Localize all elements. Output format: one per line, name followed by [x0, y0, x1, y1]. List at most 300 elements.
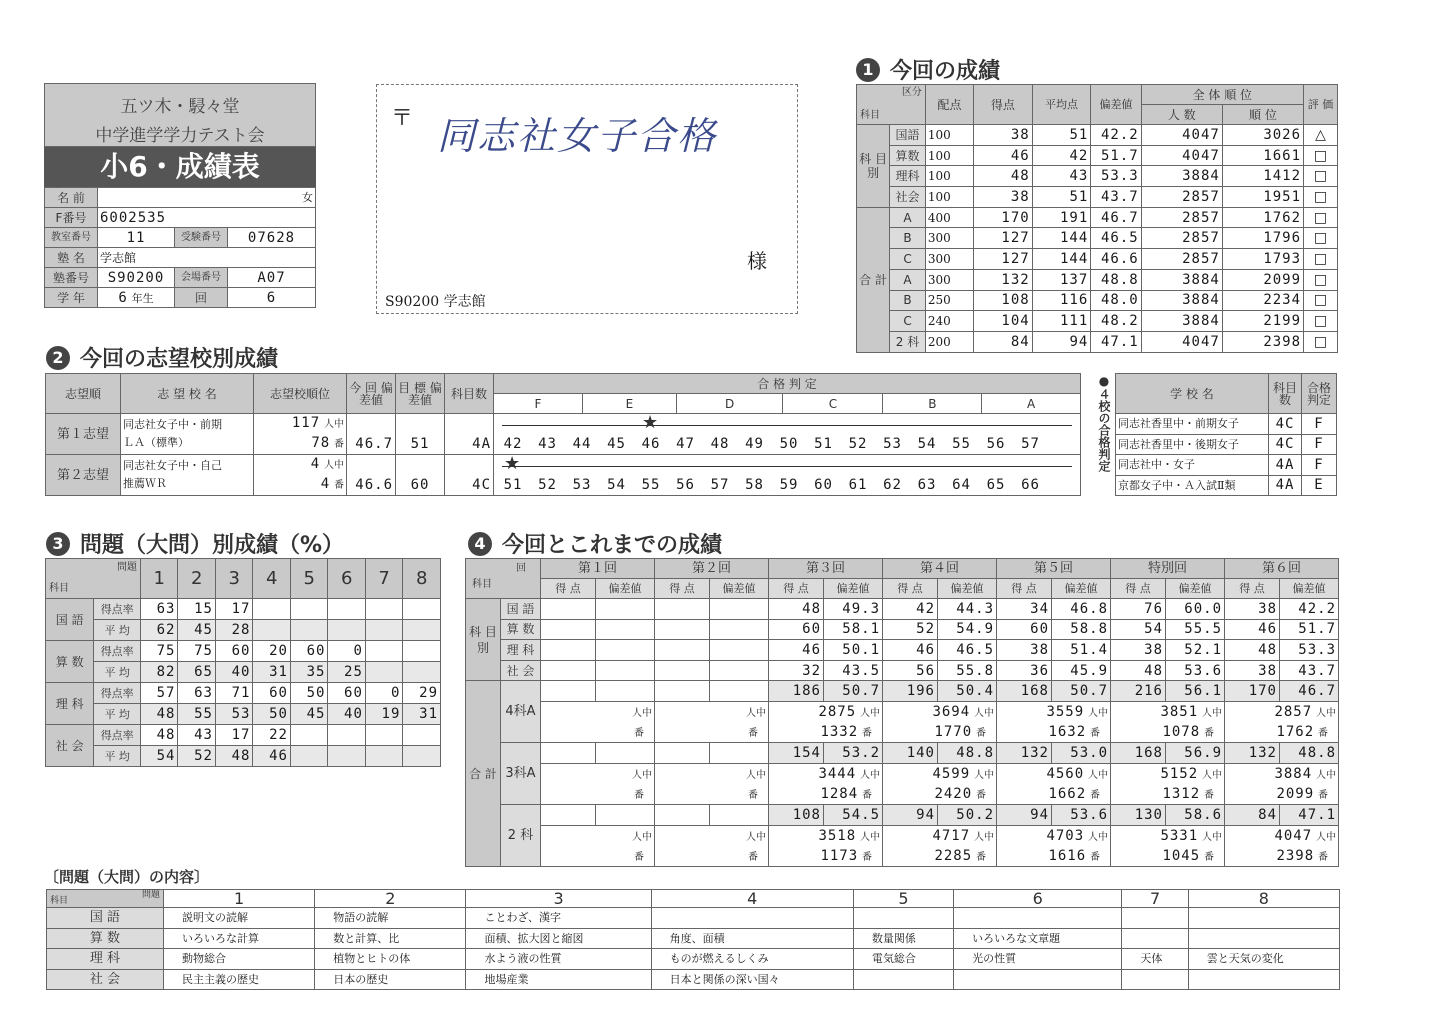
avg-value — [403, 662, 441, 683]
content-item: 数と計算、比 — [315, 928, 466, 949]
score-value — [541, 660, 596, 681]
tokuten-label: 得 点 — [769, 579, 824, 599]
hensa-value: 54.9 — [938, 619, 997, 640]
juni-value: 1762 — [1222, 207, 1303, 228]
juni-unit: 番 — [748, 789, 758, 801]
choice-hensa: 46.6 — [347, 455, 396, 496]
total-hensa: 58.6 — [1166, 804, 1225, 825]
content-item: いろいろな計算 — [164, 928, 315, 949]
scale-value: 62 — [883, 477, 902, 493]
avg-value — [290, 620, 327, 641]
scale-value: 58 — [745, 477, 764, 493]
avg-value — [365, 620, 402, 641]
ninzu-unit: 人中 — [1202, 769, 1222, 781]
heikin-value: 43 — [1032, 166, 1091, 187]
hensa-value: 50.1 — [824, 640, 883, 661]
score-value — [541, 640, 596, 661]
hyoka-mark: □ — [1304, 145, 1338, 166]
round-5: 第５回 — [997, 559, 1111, 579]
total-score: 84 — [1225, 804, 1280, 825]
grade-A: A — [982, 394, 1081, 414]
ninzu-value: 3884 — [1141, 269, 1222, 290]
content-item — [1188, 928, 1339, 949]
history-total-score-row — [466, 681, 1339, 702]
content-item — [1122, 969, 1188, 990]
ninzu-value: 5331 — [1160, 827, 1199, 844]
ninzu-value: 4047 — [1274, 827, 1313, 844]
hensa-value: 46.8 — [1052, 599, 1111, 620]
juku-no: S90200 — [98, 268, 175, 288]
hyoka-mark: △ — [1304, 125, 1338, 146]
total-hensa: 48.8 — [1280, 743, 1339, 764]
result-row — [857, 290, 1338, 311]
content-item: 天体 — [1122, 949, 1188, 970]
group-goukei: 合 計 — [857, 207, 890, 352]
hensa-value — [596, 660, 655, 681]
haiten-value: 100 — [925, 166, 973, 187]
col-2: 2 — [315, 890, 466, 908]
current-hensa-header: 今 回 偏差値 — [347, 374, 396, 414]
total-hensa — [596, 743, 655, 764]
org-box — [44, 83, 316, 147]
scale-value: 45 — [607, 436, 626, 452]
avg-label: 平 均 — [94, 704, 141, 725]
rate-label: 得点率 — [94, 725, 141, 746]
rate-label: 得点率 — [94, 599, 141, 620]
col-4: 4 — [253, 559, 290, 599]
total-score: 168 — [997, 681, 1052, 702]
s3-corner-header — [46, 559, 141, 599]
content-item: いろいろな文章題 — [954, 928, 1122, 949]
scale-value: 53 — [883, 436, 902, 452]
juni-value: 1770 — [934, 724, 973, 741]
score-value: 60 — [997, 619, 1052, 640]
ninzu-value: 4703 — [1046, 827, 1085, 844]
scale-value: 44 — [572, 436, 592, 452]
four-school-name: 同志社香里中・後期女子 — [1116, 434, 1269, 455]
round-value: 6 — [228, 288, 316, 308]
section3-title-text: 問題（大問）別成績（%） — [80, 533, 345, 558]
content-item: 物語の読解 — [315, 908, 466, 929]
juni-value: 1312 — [1162, 785, 1201, 802]
section1-title — [856, 54, 1000, 85]
total-score: 130 — [1111, 804, 1166, 825]
col-3: 3 — [466, 890, 651, 908]
hyoka-mark: □ — [1304, 269, 1338, 290]
question-content-table — [46, 889, 1340, 990]
ninzu-cell — [769, 763, 883, 784]
grade-C: C — [783, 394, 883, 414]
history-juni-row — [466, 722, 1339, 743]
ninzu-value: 3518 — [818, 827, 857, 844]
col-7: 7 — [365, 559, 402, 599]
total-hensa: 50.2 — [938, 804, 997, 825]
tokuten-value: 127 — [974, 228, 1033, 249]
hensa-value: 47.1 — [1091, 331, 1141, 352]
choice-rank — [254, 414, 347, 455]
four-school-row — [1116, 414, 1337, 435]
juni-unit: 番 — [1090, 851, 1100, 863]
score-value: 46 — [883, 640, 938, 661]
section4-number: 4 — [468, 532, 492, 556]
total-score: 132 — [997, 743, 1052, 764]
avg-value: 31 — [253, 662, 290, 683]
total-hensa — [710, 681, 769, 702]
choice-rank — [254, 455, 347, 496]
total-hensa: 50.7 — [824, 681, 883, 702]
total-score: 108 — [769, 804, 824, 825]
rate-value — [328, 599, 365, 620]
juni-cell — [997, 722, 1111, 743]
tokuten-value: 127 — [974, 249, 1033, 270]
total-score: 216 — [1111, 681, 1166, 702]
hyoka-mark: □ — [1304, 331, 1338, 352]
avg-value: 65 — [178, 662, 215, 683]
avg-value: 35 — [290, 662, 327, 683]
haiten-value: 100 — [925, 187, 973, 208]
juni-cell — [769, 722, 883, 743]
score-value: 38 — [1225, 599, 1280, 620]
avg-value: 48 — [215, 746, 252, 767]
tokuten-value: 132 — [974, 269, 1033, 290]
hensa-value: 53.3 — [1091, 166, 1141, 187]
hensa-value: 45.9 — [1052, 660, 1111, 681]
tokuten-label: 得 点 — [997, 579, 1052, 599]
juni-cell — [883, 722, 997, 743]
school-name-1: 同志社女子中・自己 — [123, 459, 222, 472]
rate-value — [365, 641, 402, 662]
ninzu-unit: 人中 — [632, 831, 652, 843]
ninzu-unit: 人中 — [1088, 831, 1108, 843]
ninzu-cell — [883, 763, 997, 784]
rate-value: 43 — [178, 725, 215, 746]
four-school-row — [1116, 434, 1337, 455]
juni-unit: 番 — [634, 851, 644, 863]
round-1: 第１回 — [541, 559, 655, 579]
section1-title-text: 今回の成績 — [890, 59, 1001, 84]
tokuten-label: 得 点 — [541, 579, 596, 599]
four-school-judge: F — [1302, 434, 1337, 455]
rank-total: 117 — [291, 415, 321, 431]
s3-kamoku-label: 科目 — [49, 583, 69, 594]
question-rate-row — [46, 641, 441, 662]
sub-label: A — [890, 269, 926, 290]
juni-unit: 番 — [862, 728, 872, 740]
scale-value: 64 — [952, 477, 971, 493]
scale-value: 57 — [710, 477, 730, 493]
juni-value: 1616 — [1048, 847, 1087, 864]
score-value: 52 — [883, 619, 938, 640]
target-hensa-header: 目 標 偏差値 — [396, 374, 445, 414]
scale-value: 49 — [745, 436, 764, 452]
ninzu-value: 4717 — [932, 827, 971, 844]
tokuten-header: 得点 — [974, 85, 1033, 125]
score-value — [655, 599, 710, 620]
total-hensa: 53.6 — [1052, 804, 1111, 825]
history-juni-row — [466, 846, 1339, 867]
rate-value — [290, 599, 327, 620]
rate-value: 57 — [141, 683, 178, 704]
juni-cell — [1111, 784, 1225, 805]
rate-value: 60 — [290, 641, 327, 662]
avg-value: 53 — [215, 704, 252, 725]
hensa-value: 42.2 — [1091, 125, 1141, 146]
ninzu-unit: 人中 — [1088, 708, 1108, 720]
history-total-score-row — [466, 743, 1339, 764]
hensa-value: 52.1 — [1166, 640, 1225, 661]
juni-unit: 番 — [976, 728, 986, 740]
tokuten-label: 得 点 — [1111, 579, 1166, 599]
section2-title-text: 今回の志望校別成績 — [80, 347, 279, 372]
total-label: 2 科 — [501, 804, 541, 866]
ninzu-value: 2857 — [1141, 249, 1222, 270]
total-score — [655, 743, 710, 764]
content-item: ものが燃えるしくみ — [651, 949, 853, 970]
score-value — [655, 660, 710, 681]
score-value — [655, 619, 710, 640]
total-hensa — [710, 743, 769, 764]
scale-value: 51 — [814, 436, 833, 452]
question-rate-row — [46, 683, 441, 704]
juni-unit: 番 — [634, 789, 644, 801]
hensa-value: 46.5 — [938, 640, 997, 661]
juni-value: 1661 — [1222, 145, 1303, 166]
group-kamoku: 科 目 別 — [857, 125, 890, 208]
four-school-name: 京都女子中・Ａ入試Ⅱ類 — [1116, 475, 1269, 496]
rank-place-unit: 番 — [334, 480, 344, 491]
round-2: 第２回 — [655, 559, 769, 579]
rate-value: 50 — [290, 683, 327, 704]
section4-title — [468, 528, 722, 559]
hyoka-mark: □ — [1304, 207, 1338, 228]
total-score: 186 — [769, 681, 824, 702]
choice-order: 第２志望 — [46, 455, 121, 496]
result-row — [857, 207, 1338, 228]
juni-unit: 番 — [1318, 851, 1328, 863]
total-score: 168 — [1111, 743, 1166, 764]
hensa-value — [710, 599, 769, 620]
hensa-value: 48.8 — [1091, 269, 1141, 290]
scale-value: 61 — [848, 477, 868, 493]
content-item — [954, 969, 1122, 990]
rate-value: 75 — [178, 641, 215, 662]
f-no-label: F番号 — [45, 208, 98, 228]
heikin-value: 42 — [1032, 145, 1091, 166]
round-label: 回 — [175, 288, 228, 308]
ninzu-cell — [1111, 763, 1225, 784]
ninzu-value: 4047 — [1141, 125, 1222, 146]
choice-row — [46, 455, 1081, 496]
rate-value: 63 — [141, 599, 178, 620]
s4-corner-header — [466, 559, 541, 599]
juni-cell — [655, 722, 769, 743]
rate-value: 60 — [328, 683, 365, 704]
room-no: 11 — [98, 228, 175, 248]
result-row — [857, 311, 1338, 332]
heikin-value: 191 — [1032, 207, 1091, 228]
tokuten-label: 得 点 — [883, 579, 938, 599]
total-hensa: 46.7 — [1280, 681, 1339, 702]
total-score: 132 — [1225, 743, 1280, 764]
tokuten-value: 108 — [974, 290, 1033, 311]
four-school-judge-header: 合格判定 — [1302, 374, 1337, 414]
four-school-subjects: 4A — [1269, 475, 1302, 496]
hensa-value: 46.6 — [1091, 249, 1141, 270]
subject-name: 社 会 — [501, 660, 541, 681]
ninzu-value: 2857 — [1141, 187, 1222, 208]
juni-cell — [1111, 722, 1225, 743]
juni-value: 2234 — [1222, 290, 1303, 311]
ninzu-cell — [1225, 763, 1339, 784]
scale-value: 66 — [1021, 477, 1040, 493]
hensa-value: 44.3 — [938, 599, 997, 620]
round-6: 特別回 — [1111, 559, 1225, 579]
scale-value: 55 — [641, 477, 661, 493]
scale-value: 59 — [779, 477, 799, 493]
juni-value: 2199 — [1222, 311, 1303, 332]
juni-value: 2099 — [1222, 269, 1303, 290]
juni-cell — [769, 784, 883, 805]
ninzu-cell — [541, 763, 655, 784]
col-5: 5 — [290, 559, 327, 599]
hensa-value: 53.3 — [1280, 640, 1339, 661]
tokuten-value: 84 — [974, 331, 1033, 352]
question-avg-row — [46, 662, 441, 683]
juni-cell — [1225, 784, 1339, 805]
subject-name: 国 語 — [46, 599, 94, 641]
ninzu-value: 4599 — [932, 765, 971, 782]
section3-title — [46, 528, 344, 559]
content-item — [1188, 908, 1339, 929]
col-3: 3 — [215, 559, 252, 599]
kubun-kamoku-header — [857, 85, 926, 125]
ninzu-unit: 人中 — [746, 831, 766, 843]
rate-value: 0 — [365, 683, 402, 704]
heikin-value: 51 — [1032, 187, 1091, 208]
subject-name: 社 会 — [47, 969, 164, 990]
col-7: 7 — [1122, 890, 1188, 908]
sub-label: B — [890, 290, 926, 311]
subject-name: 理 科 — [501, 640, 541, 661]
choice-subjects: 4A — [445, 414, 494, 455]
avg-value: 54 — [141, 746, 178, 767]
result-row — [857, 125, 1338, 146]
juni-value: 1951 — [1222, 187, 1303, 208]
juni-unit: 番 — [634, 728, 644, 740]
four-school-row — [1116, 475, 1337, 496]
hensa-value: 46.5 — [1091, 228, 1141, 249]
choice-hensa: 46.7 — [347, 414, 396, 455]
rate-value — [403, 725, 441, 746]
content-item: 民主主義の歴史 — [164, 969, 315, 990]
four-school-side-label: ●４校の合格判定 — [1097, 374, 1111, 472]
hensa-value: 48.0 — [1091, 290, 1141, 311]
venue-no: A07 — [228, 268, 316, 288]
choice-school-name — [121, 414, 254, 455]
ninzu-unit: 人中 — [1088, 769, 1108, 781]
score-value: 36 — [997, 660, 1052, 681]
rank-header: 志望校順位 — [254, 374, 347, 414]
tokuten-label: 得 点 — [1225, 579, 1280, 599]
postal-mark: 〒 — [391, 106, 414, 131]
hensa-value — [596, 599, 655, 620]
heikin-value: 111 — [1032, 311, 1091, 332]
s4-kai-label: 回 — [516, 563, 526, 574]
four-school-judge: F — [1302, 455, 1337, 476]
score-value — [655, 640, 710, 661]
total-hensa: 48.8 — [938, 743, 997, 764]
ninzu-value: 3884 — [1274, 765, 1313, 782]
four-school-subjects: 4A — [1269, 455, 1302, 476]
juni-cell — [769, 846, 883, 867]
hensa-label: 偏差値 — [1052, 579, 1111, 599]
name-label: 名 前 — [45, 188, 98, 208]
haiten-value: 250 — [925, 290, 973, 311]
history-ninzu-row — [466, 825, 1339, 846]
hensa-value: 46.7 — [1091, 207, 1141, 228]
scale-value: 46 — [641, 436, 661, 452]
scale-value: 54 — [917, 436, 937, 452]
heikin-value: 51 — [1032, 125, 1091, 146]
juni-value: 2398 — [1276, 847, 1315, 864]
ninzu-value: 2875 — [818, 704, 857, 721]
subject-name: 国 語 — [501, 599, 541, 620]
juni-value: 2285 — [934, 847, 973, 864]
juni-value: 1762 — [1276, 724, 1315, 741]
total-hensa: 54.5 — [824, 804, 883, 825]
subject-name: 2 科 — [890, 331, 926, 352]
sama-label: 様 — [747, 249, 767, 273]
scale-value: 63 — [917, 477, 937, 493]
juni-unit: 番 — [862, 789, 872, 801]
rate-value: 17 — [215, 599, 252, 620]
haiten-value: 240 — [925, 311, 973, 332]
hensa-value: 43.7 — [1091, 187, 1141, 208]
juni-cell — [541, 846, 655, 867]
scale-value: 50 — [779, 436, 799, 452]
tokuten-value: 48 — [974, 166, 1033, 187]
avg-value: 25 — [328, 662, 365, 683]
heikin-value: 137 — [1032, 269, 1091, 290]
scale-value: 42 — [503, 436, 523, 452]
result-row — [857, 331, 1338, 352]
juku-no-label: 塾番号 — [45, 268, 98, 288]
choice-school-table — [45, 373, 1081, 496]
sub-label: B — [890, 228, 926, 249]
avg-value — [290, 746, 327, 767]
section4-title-text: 今回とこれまでの成績 — [502, 533, 723, 558]
ninzu-unit: 人中 — [974, 708, 994, 720]
content-item: ことわざ、漢字 — [466, 908, 651, 929]
question-avg-row — [46, 704, 441, 725]
hensa-value: 58.8 — [1052, 619, 1111, 640]
tokuten-label: 得 点 — [655, 579, 710, 599]
scale-value: 51 — [503, 477, 523, 493]
s5-mondai-label: 問題 — [141, 890, 160, 900]
total-hensa — [596, 804, 655, 825]
hensa-value — [596, 619, 655, 640]
grade-label: 学 年 — [45, 288, 98, 308]
org-line2: 中学進学学力テスト会 — [95, 126, 265, 146]
juni-unit: 番 — [1204, 728, 1214, 740]
section3-number: 3 — [46, 532, 70, 556]
result-row — [857, 166, 1338, 187]
avg-value: 45 — [178, 620, 215, 641]
avg-value: 46 — [253, 746, 290, 767]
sub-label: C — [890, 311, 926, 332]
rank-total-unit: 人中 — [324, 460, 344, 471]
total-hensa: 53.2 — [824, 743, 883, 764]
